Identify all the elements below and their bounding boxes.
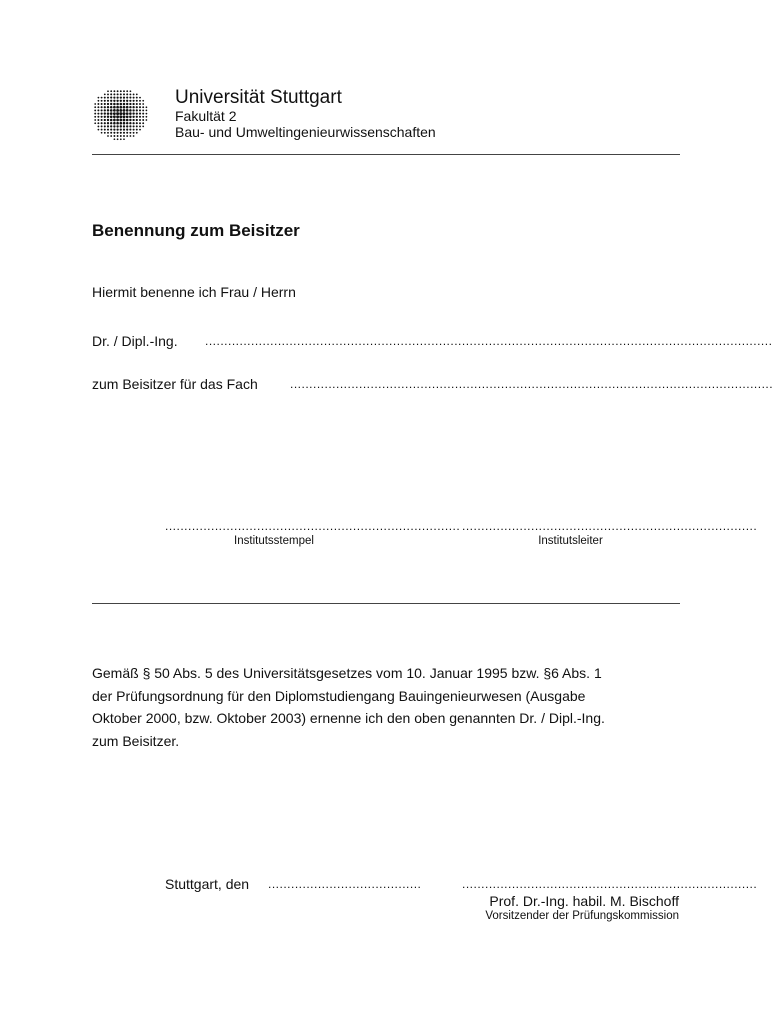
logo-dot [97, 116, 99, 118]
logo-dot [129, 112, 132, 115]
logo-dot [123, 93, 125, 95]
logo-dot [123, 100, 125, 102]
logo-dot [123, 125, 125, 127]
logo-dot [104, 100, 106, 102]
logo-dot [101, 100, 103, 102]
logo-dot [110, 112, 113, 115]
logo-dot [132, 103, 134, 105]
logo-dot [107, 132, 109, 134]
subject-field-line[interactable]: .............................................................................................................................. [290, 377, 773, 391]
logo-dot [123, 106, 126, 109]
logo-dot [142, 109, 144, 111]
logo-dot [110, 132, 112, 134]
logo-dot [101, 103, 103, 105]
logo-dot [120, 90, 122, 92]
logo-dot [136, 109, 138, 111]
logo-dot [98, 100, 100, 102]
university-logo [90, 86, 150, 142]
logo-dot [119, 112, 122, 115]
logo-dot [113, 90, 115, 92]
logo-dot [142, 126, 144, 128]
logo-dot [120, 100, 122, 102]
logo-dot [129, 93, 131, 95]
logo-dot [107, 119, 109, 121]
logo-dot [101, 122, 103, 124]
logo-dot [110, 97, 112, 99]
logo-dot [113, 119, 116, 122]
logo-dot [114, 138, 116, 140]
logo-dot [101, 119, 103, 121]
logo-dot [113, 115, 116, 118]
logo-dot [136, 129, 138, 131]
logo-dot [104, 116, 106, 118]
logo-dot [136, 112, 138, 114]
logo-dot [104, 129, 106, 131]
logo-dot [120, 138, 122, 140]
logo-dot [139, 125, 141, 127]
logo-dot [123, 109, 126, 112]
logo-dot [132, 119, 134, 121]
logo-dot [139, 116, 141, 118]
logo-dot [129, 109, 132, 112]
logo-dot [123, 90, 125, 92]
logo-dot [120, 122, 123, 125]
logo-dot [110, 129, 112, 131]
logo-dot [94, 106, 96, 108]
logo-dot [120, 132, 122, 134]
logo-dot [113, 112, 116, 115]
logo-dot [129, 132, 131, 134]
logo-dot [139, 122, 141, 124]
logo-dot [116, 109, 119, 112]
header-divider [92, 154, 680, 155]
logo-dot [97, 109, 99, 111]
logo-dot [113, 132, 115, 134]
logo-dot [117, 93, 119, 95]
logo-dot [123, 132, 125, 134]
document-title: Benennung zum Beisitzer [92, 221, 300, 240]
logo-dot [107, 103, 109, 105]
logo-dot [132, 109, 134, 111]
logo-dot [104, 97, 106, 99]
logo-dot [129, 97, 131, 99]
logo-dot [110, 103, 112, 105]
logo-dot [94, 109, 96, 111]
logo-dot [123, 115, 126, 118]
logo-dot [136, 97, 138, 99]
logo-dot [139, 129, 141, 131]
logo-dot [97, 119, 99, 121]
logo-dot [142, 119, 144, 121]
logo-dot [116, 115, 119, 118]
logo-dot [107, 109, 109, 111]
logo-dot [142, 113, 144, 115]
logo-dot [104, 94, 106, 96]
chair-title: Vorsitzender der Prüfungskommission [485, 910, 679, 922]
logo-dot [136, 119, 138, 121]
logo-dot [107, 100, 109, 102]
logo-dot [146, 116, 148, 118]
logo-dot [136, 100, 138, 102]
logo-dot [110, 115, 113, 118]
logo-dot [132, 122, 134, 124]
logo-dot [110, 125, 112, 127]
logo-dot [104, 109, 106, 111]
logo-dot [116, 106, 119, 109]
logo-dot [94, 116, 96, 118]
logo-dot [107, 93, 109, 95]
logo-dot [129, 119, 131, 121]
logo-dot [126, 109, 129, 112]
logo-dot [97, 125, 99, 127]
logo-dot [117, 97, 119, 99]
logo-dot [119, 119, 122, 122]
logo-dot [123, 97, 125, 99]
logo-dot [104, 106, 106, 108]
logo-dot [123, 135, 125, 137]
logo-dot [139, 109, 141, 111]
logo-dot [113, 100, 115, 102]
logo-dot [116, 119, 119, 122]
logo-dot [101, 97, 103, 99]
logo-dot [104, 122, 106, 124]
logo-dot [94, 122, 96, 124]
logo-dot [94, 119, 96, 121]
logo-dot [101, 132, 103, 134]
logo-dot [133, 129, 135, 131]
legal-paragraph [92, 662, 692, 752]
logo-dot [136, 132, 138, 134]
logo-dot [98, 97, 100, 99]
logo-dot [110, 100, 112, 102]
logo-dot [113, 135, 115, 137]
logo-dot [129, 125, 131, 127]
logo-dot [119, 109, 122, 112]
paragraph-line: der Prüfungsordnung für den Diplomstudiengang Bauingenieurwesen (Ausgabe [92, 687, 586, 704]
logo-dot [101, 113, 103, 115]
section-divider [92, 603, 680, 604]
logo-dot [107, 97, 109, 99]
logo-dot [133, 97, 135, 99]
logo-dot [123, 103, 126, 106]
logo-dot [123, 112, 126, 115]
university-logo-icon [90, 86, 150, 142]
chair-signature-line[interactable]: ............................................................................. [462, 877, 758, 891]
logo-dot [110, 90, 112, 92]
logo-dot [139, 106, 141, 108]
paragraph-line: Oktober 2000, bzw. Oktober 2003) ernenne ich den oben genannten Dr. / Dipl.-Ing. [92, 710, 605, 726]
logo-dot [130, 135, 132, 137]
logo-dot [139, 97, 141, 99]
logo-dot [139, 113, 141, 115]
logo-dot [146, 119, 148, 121]
logo-dot [126, 135, 128, 137]
logo-dot [123, 128, 125, 130]
logo-dot [129, 116, 132, 119]
logo-dot [146, 113, 148, 115]
logo-dot [136, 94, 138, 96]
logo-dot [97, 103, 99, 105]
logo-dot [104, 112, 106, 114]
logo-dot [117, 90, 119, 92]
logo-dot [97, 113, 99, 115]
logo-dot [130, 90, 132, 92]
logo-dot [126, 97, 128, 99]
logo-dot [120, 125, 122, 127]
logo-dot [101, 129, 103, 131]
logo-dot [97, 122, 99, 124]
logo-dot [136, 122, 138, 124]
logo-dot [123, 138, 125, 140]
logo-dot [94, 113, 96, 115]
intro-text: Hiermit benenne ich Frau / Herrn [92, 284, 296, 300]
subject-field-label: zum Beisitzer für das Fach [92, 376, 258, 392]
logo-dot [116, 128, 118, 130]
logo-dot [116, 125, 118, 127]
logo-dot [146, 110, 148, 112]
logo-dot [126, 103, 128, 105]
logo-dot [142, 103, 144, 105]
stamp-label: Institutsstempel [234, 535, 314, 547]
head-signature-line[interactable]: ............................................................................. [462, 519, 758, 533]
logo-dot [142, 122, 144, 124]
logo-dot [126, 119, 129, 122]
logo-dot [97, 106, 99, 108]
logo-dot [129, 106, 131, 108]
place-date-label: Stuttgart, den [165, 876, 250, 892]
logo-dot [142, 106, 144, 108]
logo-dot [113, 106, 116, 109]
university-name: Universität Stuttgart [175, 87, 342, 108]
logo-dot [120, 128, 122, 130]
logo-dot [113, 103, 116, 106]
logo-dot [136, 116, 138, 118]
logo-dot [120, 135, 122, 137]
logo-dot [129, 100, 131, 102]
logo-dot [126, 100, 128, 102]
logo-dot [101, 125, 103, 127]
stamp-signature-line[interactable]: ............................................................................. [165, 519, 461, 533]
logo-dot [136, 103, 138, 105]
logo-dot [123, 119, 126, 122]
logo-dot [126, 90, 128, 92]
logo-dot [104, 119, 106, 121]
logo-dot [119, 106, 122, 109]
logo-dot [129, 129, 131, 131]
logo-dot [117, 132, 119, 134]
department-name: Bau- und Umweltingenieurwissenschaften [175, 124, 436, 140]
logo-dot [146, 106, 148, 108]
name-field-line[interactable]: .................................................................................................................................................... [205, 334, 773, 348]
logo-dot [126, 129, 128, 131]
logo-dot [107, 125, 109, 127]
logo-dot [136, 106, 138, 108]
logo-dot [126, 106, 129, 109]
logo-dot [139, 119, 141, 121]
date-field-line[interactable]: ........................................ [268, 877, 422, 891]
logo-dot [98, 129, 100, 131]
logo-dot [107, 135, 109, 137]
logo-dot [107, 90, 109, 92]
logo-dot [101, 116, 103, 118]
logo-dot [110, 119, 113, 122]
logo-dot [107, 112, 110, 115]
logo-dot [101, 109, 103, 111]
paragraph-line: Gemäß § 50 Abs. 5 des Universitätsgesetzes vom 10. Januar 1995 bzw. §6 Abs. 1 [92, 665, 602, 681]
logo-dot [110, 122, 112, 124]
logo-dot [113, 97, 115, 99]
logo-dot [126, 115, 129, 118]
logo-dot [113, 93, 115, 95]
logo-dot [116, 100, 118, 102]
logo-dot [113, 125, 115, 127]
logo-dot [94, 103, 96, 105]
logo-dot [136, 125, 138, 127]
logo-dot [119, 115, 122, 118]
head-label: Institutsleiter [538, 535, 603, 547]
logo-dot [110, 106, 113, 109]
paragraph-line: zum Beisitzer. [92, 732, 180, 749]
chair-name: Prof. Dr.-Ing. habil. M. Bischoff [489, 893, 679, 909]
logo-dot [104, 132, 106, 134]
logo-dot [107, 122, 109, 124]
logo-dot [123, 122, 126, 125]
logo-dot [142, 100, 144, 102]
logo-dot [107, 106, 109, 108]
logo-dot [132, 106, 134, 108]
logo-dot [126, 132, 128, 134]
logo-dot [110, 93, 112, 95]
logo-dot [120, 93, 122, 95]
logo-dot [133, 135, 135, 137]
logo-dot [104, 103, 106, 105]
logo-dot [113, 128, 115, 130]
logo-dot [139, 100, 141, 102]
logo-dot [107, 129, 109, 131]
logo-dot [117, 135, 119, 137]
logo-dot [126, 122, 128, 124]
logo-dot [110, 109, 113, 112]
logo-dot [133, 100, 135, 102]
logo-dot [133, 132, 135, 134]
logo-dot [110, 135, 112, 137]
logo-dot [116, 103, 119, 106]
logo-dot [132, 116, 134, 118]
logo-dot [126, 93, 128, 95]
logo-dot [132, 112, 134, 114]
faculty-name: Fakultät 2 [175, 108, 237, 124]
logo-dot [116, 122, 119, 125]
name-field-label: Dr. / Dipl.-Ing. [92, 333, 178, 349]
logo-dot [133, 125, 135, 127]
logo-dot [113, 109, 116, 112]
logo-dot [142, 116, 144, 118]
logo-dot [133, 93, 135, 95]
logo-dot [126, 125, 128, 127]
logo-dot [113, 122, 116, 125]
logo-dot [120, 103, 123, 106]
logo-dot [120, 96, 122, 98]
logo-dot [139, 103, 141, 105]
logo-dot [101, 106, 103, 108]
logo-dot [129, 122, 131, 124]
logo-dot [107, 116, 109, 118]
logo-dot [116, 112, 119, 115]
logo-dot [129, 103, 131, 105]
logo-dot [126, 112, 129, 115]
logo-dot [117, 138, 119, 140]
logo-dot [104, 125, 106, 127]
